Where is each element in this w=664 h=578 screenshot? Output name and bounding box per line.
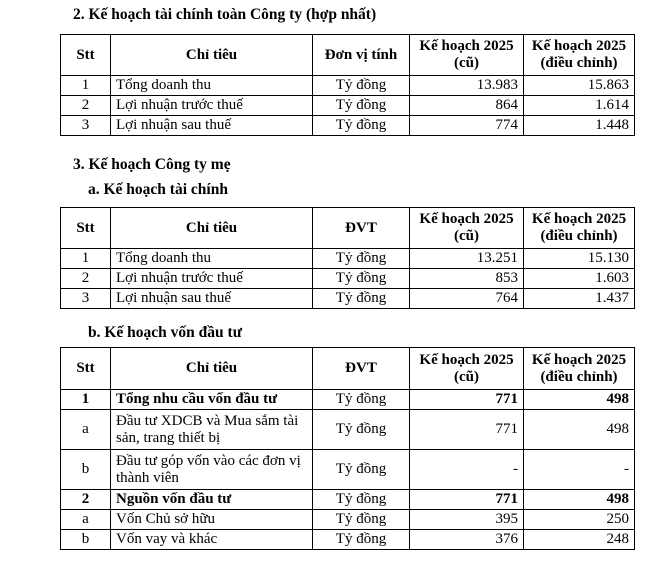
table-row <box>61 76 635 96</box>
table-header-row <box>61 348 635 390</box>
parent-financial-plan-table <box>60 207 635 309</box>
header-plan-adjusted: Kế hoạch 2025 (điều chỉnh) <box>524 348 635 390</box>
table-row <box>61 116 635 136</box>
header-stt: Stt <box>61 35 111 76</box>
header-plan-adjusted: Kế hoạch 2025 (điều chỉnh) <box>524 208 635 249</box>
header-plan-old: Kế hoạch 2025 (cũ) <box>410 35 524 76</box>
cell-stt: 1 <box>61 76 111 96</box>
header-unit: ĐVT <box>313 348 410 390</box>
cell-stt: a <box>61 410 111 450</box>
cell-unit: Tỷ đồng <box>313 96 410 116</box>
cell-plan-old: 13.251 <box>410 249 524 269</box>
cell-plan-old: - <box>410 450 524 490</box>
cell-indicator: Lợi nhuận trước thuế <box>111 96 313 116</box>
cell-plan-adjusted: 1.437 <box>524 289 635 309</box>
cell-plan-adjusted: 15.863 <box>524 76 635 96</box>
table-header-row <box>61 208 635 249</box>
cell-unit: Tỷ đồng <box>313 116 410 136</box>
cell-plan-old: 771 <box>410 490 524 510</box>
cell-unit: Tỷ đồng <box>313 249 410 269</box>
cell-stt: 1 <box>61 249 111 269</box>
cell-stt: 1 <box>61 390 111 410</box>
section-3-heading: 3. Kế hoạch Công ty mẹ <box>73 156 231 173</box>
investment-capital-plan-table <box>60 347 635 550</box>
table-row <box>61 530 635 550</box>
cell-indicator: Đầu tư góp vốn vào các đơn vị thành viên <box>111 450 313 490</box>
table-header-row <box>61 35 635 76</box>
cell-plan-adjusted: 498 <box>524 490 635 510</box>
cell-indicator: Tổng doanh thu <box>111 249 313 269</box>
cell-indicator: Nguồn vốn đầu tư <box>111 490 313 510</box>
header-indicator: Chỉ tiêu <box>111 208 313 249</box>
cell-plan-old: 853 <box>410 269 524 289</box>
table-row <box>61 450 635 490</box>
cell-unit: Tỷ đồng <box>313 490 410 510</box>
cell-stt: b <box>61 530 111 550</box>
cell-plan-old: 13.983 <box>410 76 524 96</box>
table-row <box>61 390 635 410</box>
cell-indicator: Lợi nhuận trước thuế <box>111 269 313 289</box>
cell-plan-adjusted: 498 <box>524 390 635 410</box>
cell-unit: Tỷ đồng <box>313 450 410 490</box>
cell-stt: b <box>61 450 111 490</box>
cell-stt: 2 <box>61 269 111 289</box>
cell-plan-old: 376 <box>410 530 524 550</box>
cell-indicator: Đầu tư XDCB và Mua sắm tài sản, trang thiết bị <box>111 410 313 450</box>
cell-unit: Tỷ đồng <box>313 410 410 450</box>
section-3a-heading: a. Kế hoạch tài chính <box>88 181 228 198</box>
cell-plan-old: 771 <box>410 390 524 410</box>
cell-unit: Tỷ đồng <box>313 390 410 410</box>
cell-stt: 2 <box>61 490 111 510</box>
cell-plan-adjusted: 248 <box>524 530 635 550</box>
cell-indicator: Lợi nhuận sau thuế <box>111 116 313 136</box>
table-row <box>61 510 635 530</box>
cell-unit: Tỷ đồng <box>313 269 410 289</box>
header-plan-adjusted: Kế hoạch 2025 (điều chỉnh) <box>524 35 635 76</box>
cell-unit: Tỷ đồng <box>313 510 410 530</box>
cell-indicator: Vốn vay và khác <box>111 530 313 550</box>
header-indicator: Chỉ tiêu <box>111 35 313 76</box>
cell-plan-old: 395 <box>410 510 524 530</box>
cell-plan-adjusted: 498 <box>524 410 635 450</box>
cell-plan-old: 771 <box>410 410 524 450</box>
cell-unit: Tỷ đồng <box>313 289 410 309</box>
cell-plan-adjusted: 250 <box>524 510 635 530</box>
cell-indicator: Tổng doanh thu <box>111 76 313 96</box>
cell-stt: 2 <box>61 96 111 116</box>
cell-stt: a <box>61 510 111 530</box>
cell-plan-adjusted: 1.448 <box>524 116 635 136</box>
table-row <box>61 249 635 269</box>
cell-indicator: Vốn Chủ sở hữu <box>111 510 313 530</box>
cell-plan-adjusted: 1.603 <box>524 269 635 289</box>
header-indicator: Chỉ tiêu <box>111 348 313 390</box>
cell-plan-old: 864 <box>410 96 524 116</box>
cell-indicator: Tổng nhu cầu vốn đầu tư <box>111 390 313 410</box>
table-row <box>61 269 635 289</box>
header-stt: Stt <box>61 208 111 249</box>
section-3b-heading: b. Kế hoạch vốn đầu tư <box>88 324 243 341</box>
header-plan-old: Kế hoạch 2025 (cũ) <box>410 348 524 390</box>
header-unit: Đơn vị tính <box>313 35 410 76</box>
header-unit: ĐVT <box>313 208 410 249</box>
table-row <box>61 490 635 510</box>
table-row <box>61 96 635 116</box>
table-row <box>61 410 635 450</box>
cell-plan-adjusted: - <box>524 450 635 490</box>
cell-stt: 3 <box>61 116 111 136</box>
cell-plan-adjusted: 1.614 <box>524 96 635 116</box>
cell-unit: Tỷ đồng <box>313 530 410 550</box>
consolidated-plan-table <box>60 34 635 136</box>
cell-plan-old: 774 <box>410 116 524 136</box>
header-stt: Stt <box>61 348 111 390</box>
header-plan-old: Kế hoạch 2025 (cũ) <box>410 208 524 249</box>
cell-plan-old: 764 <box>410 289 524 309</box>
table-row <box>61 289 635 309</box>
cell-plan-adjusted: 15.130 <box>524 249 635 269</box>
cell-stt: 3 <box>61 289 111 309</box>
section-2-heading: 2. Kế hoạch tài chính toàn Công ty (hợp nhất) <box>73 6 377 23</box>
cell-indicator: Lợi nhuận sau thuế <box>111 289 313 309</box>
cell-unit: Tỷ đồng <box>313 76 410 96</box>
